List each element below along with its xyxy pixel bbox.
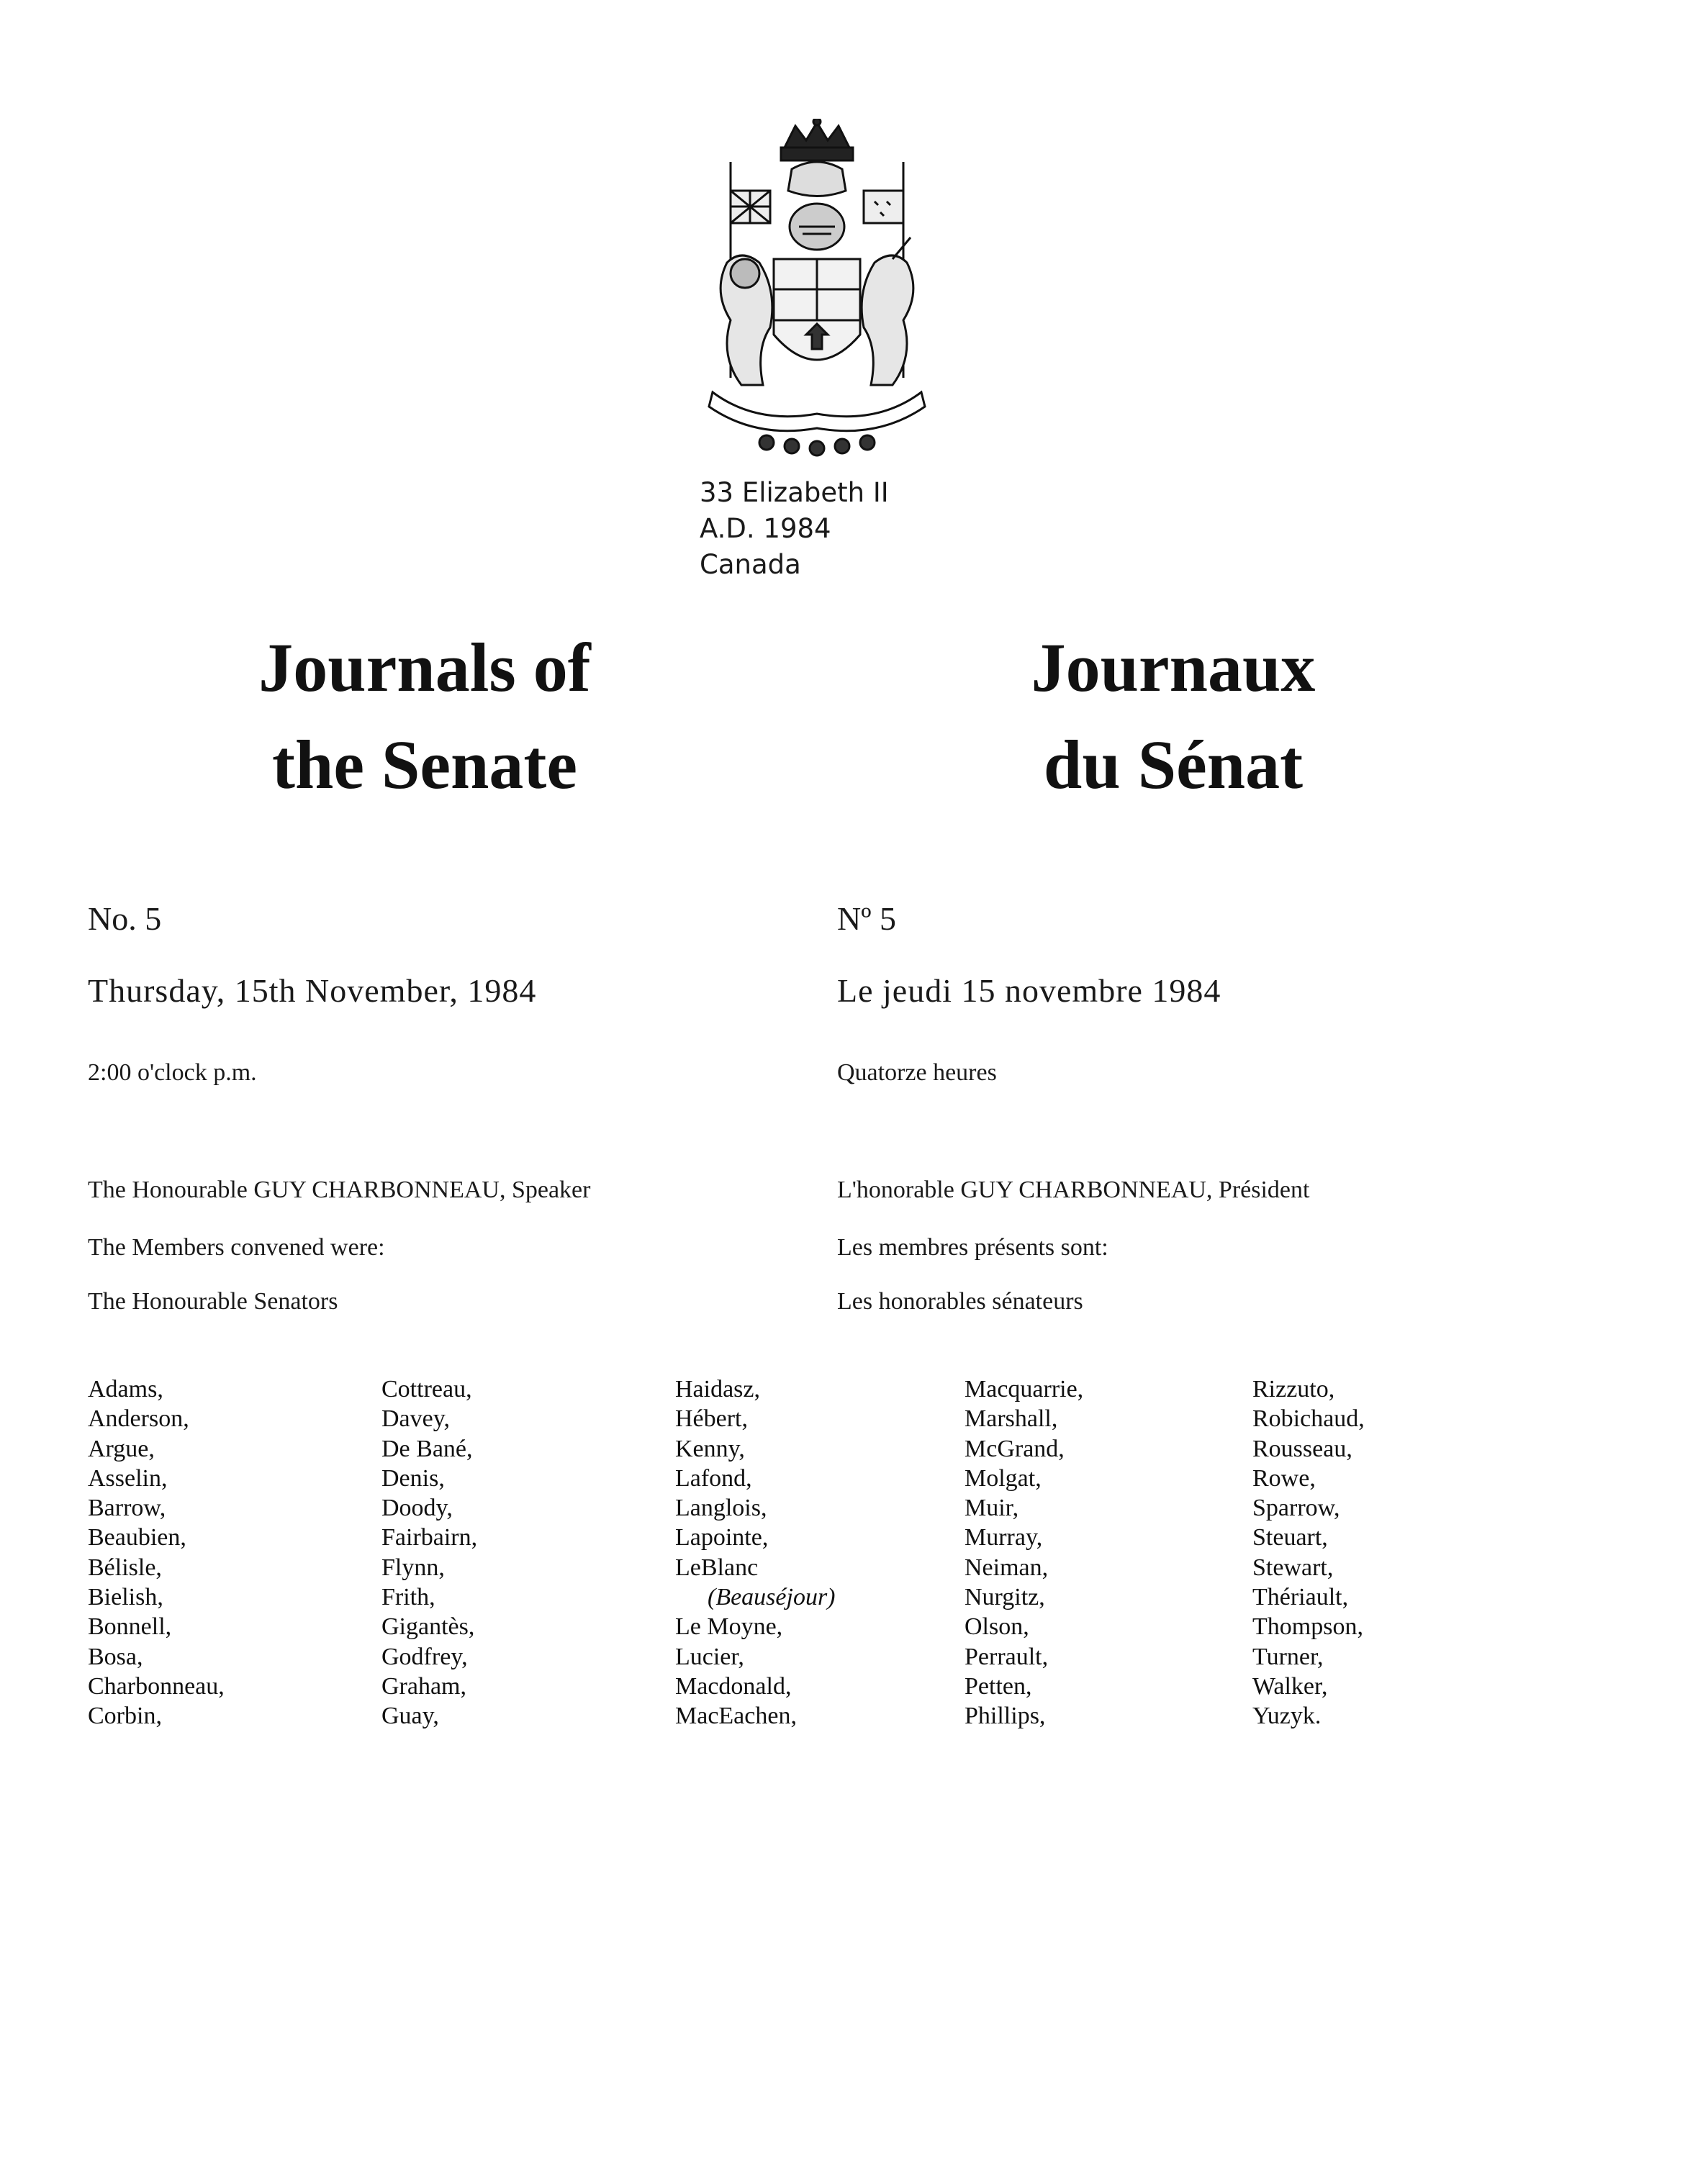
senator-name: Langlois,: [675, 1495, 767, 1522]
senator-name: Perrault,: [965, 1643, 1049, 1670]
senator-name: Godfrey,: [381, 1643, 468, 1670]
senator-name: De Bané,: [381, 1435, 473, 1462]
senator-name: Murray,: [965, 1524, 1043, 1551]
speaker-line-en: The Honourable GUY CHARBONNEAU, Speaker: [88, 1177, 591, 1203]
senator-name: MacEachen,: [675, 1703, 797, 1730]
senator-name: Molgat,: [965, 1464, 1042, 1492]
senator-name: Yuzyk.: [1252, 1703, 1322, 1730]
senator-name: Denis,: [381, 1464, 445, 1492]
senator-name: McGrand,: [965, 1435, 1065, 1462]
senator-name: Rowe,: [1252, 1464, 1316, 1492]
title-english: [173, 619, 677, 813]
senator-name: Guay,: [381, 1703, 439, 1730]
senator-name: Barrow,: [88, 1495, 166, 1522]
senator-name: Bosa,: [88, 1643, 143, 1670]
senator-list-column-5: [1252, 1374, 1365, 1731]
senator-name: Le Moyne,: [675, 1613, 783, 1641]
senators-heading-fr: Les honorables sénateurs: [837, 1288, 1083, 1315]
ad-year: A.D. 1984: [700, 513, 831, 544]
senator-name: Davey,: [381, 1405, 451, 1433]
senator-name: Fairbairn,: [381, 1524, 478, 1551]
country: Canada: [700, 549, 801, 580]
senator-name: Petten,: [965, 1672, 1032, 1700]
senator-name: Kenny,: [675, 1435, 745, 1462]
senator-name: Bonnell,: [88, 1613, 172, 1641]
senator-name: Asselin,: [88, 1464, 168, 1492]
senator-name: Bielish,: [88, 1584, 163, 1611]
senator-name: Marshall,: [965, 1405, 1058, 1433]
senator-name: Cottreau,: [381, 1376, 472, 1403]
title-french: [921, 619, 1425, 813]
senator-name: Corbin,: [88, 1703, 162, 1730]
senator-name: Doody,: [381, 1495, 453, 1522]
senator-list-column-4: [965, 1374, 1083, 1731]
senator-name: Nurgitz,: [965, 1584, 1045, 1611]
senator-name: Beaubien,: [88, 1524, 186, 1551]
senator-name: Sparrow,: [1252, 1495, 1340, 1522]
senator-name: Macdonald,: [675, 1672, 792, 1700]
senator-name: Robichaud,: [1252, 1405, 1365, 1433]
convened-line-fr: Les membres présents sont:: [837, 1234, 1108, 1261]
coat-of-arms-emblem: [698, 119, 936, 457]
senator-name: Muir,: [965, 1495, 1019, 1522]
title-english-line2: the Senate: [272, 726, 577, 803]
regnal-info: [700, 475, 889, 583]
sitting-number-en: No. 5: [88, 900, 162, 937]
senator-name: Olson,: [965, 1613, 1029, 1641]
sitting-number-fr: Nº 5: [837, 900, 896, 937]
sitting-date-fr: Le jeudi 15 novembre 1984: [837, 972, 1221, 1009]
senator-name: Graham,: [381, 1672, 467, 1700]
senator-name: Frith,: [381, 1584, 435, 1611]
senator-list-column-3: [675, 1374, 836, 1731]
senator-list-column-1: [88, 1374, 225, 1731]
title-english-line1: Journals of: [258, 629, 591, 706]
senator-name: Macquarrie,: [965, 1376, 1084, 1403]
senator-name: Gigantès,: [381, 1613, 475, 1641]
sitting-time-en: 2:00 o'clock p.m.: [88, 1059, 257, 1086]
senator-name: Rizzuto,: [1252, 1376, 1335, 1403]
sitting-date-en: Thursday, 15th November, 1984: [88, 972, 537, 1009]
senator-name: Steuart,: [1252, 1524, 1328, 1551]
senator-name: Stewart,: [1252, 1554, 1334, 1581]
senator-name: Hébert,: [675, 1405, 749, 1433]
senator-name: Phillips,: [965, 1703, 1046, 1730]
senator-name: Thompson,: [1252, 1613, 1363, 1641]
senator-name: Lucier,: [675, 1643, 744, 1670]
title-french-line2: du Sénat: [1043, 726, 1304, 803]
senator-name: Charbonneau,: [88, 1672, 225, 1700]
senator-name: Walker,: [1252, 1672, 1328, 1700]
senators-heading-en: The Honourable Senators: [88, 1288, 338, 1315]
senator-name: Bélisle,: [88, 1554, 162, 1581]
senator-name: Neiman,: [965, 1554, 1049, 1581]
regnal-year: 33 Elizabeth II: [700, 477, 889, 508]
senator-name: Rousseau,: [1252, 1435, 1352, 1462]
senator-name: LeBlanc: [675, 1554, 759, 1581]
senator-name-qualifier: (Beauséjour): [708, 1584, 836, 1611]
senator-name: Lapointe,: [675, 1524, 769, 1551]
senator-name: Adams,: [88, 1376, 163, 1403]
speaker-line-fr: L'honorable GUY CHARBONNEAU, Président: [837, 1177, 1310, 1203]
sitting-time-fr: Quatorze heures: [837, 1059, 997, 1086]
title-french-line1: Journaux: [1031, 629, 1316, 706]
senator-name: Haidasz,: [675, 1376, 761, 1403]
senator-name: Lafond,: [675, 1464, 752, 1492]
senator-name: Turner,: [1252, 1643, 1324, 1670]
senator-name: Argue,: [88, 1435, 155, 1462]
senator-name: Anderson,: [88, 1405, 189, 1433]
senator-name: Thériault,: [1252, 1584, 1349, 1611]
senator-name: Flynn,: [381, 1554, 445, 1581]
convened-line-en: The Members convened were:: [88, 1234, 385, 1261]
senator-list-column-2: [381, 1374, 477, 1731]
